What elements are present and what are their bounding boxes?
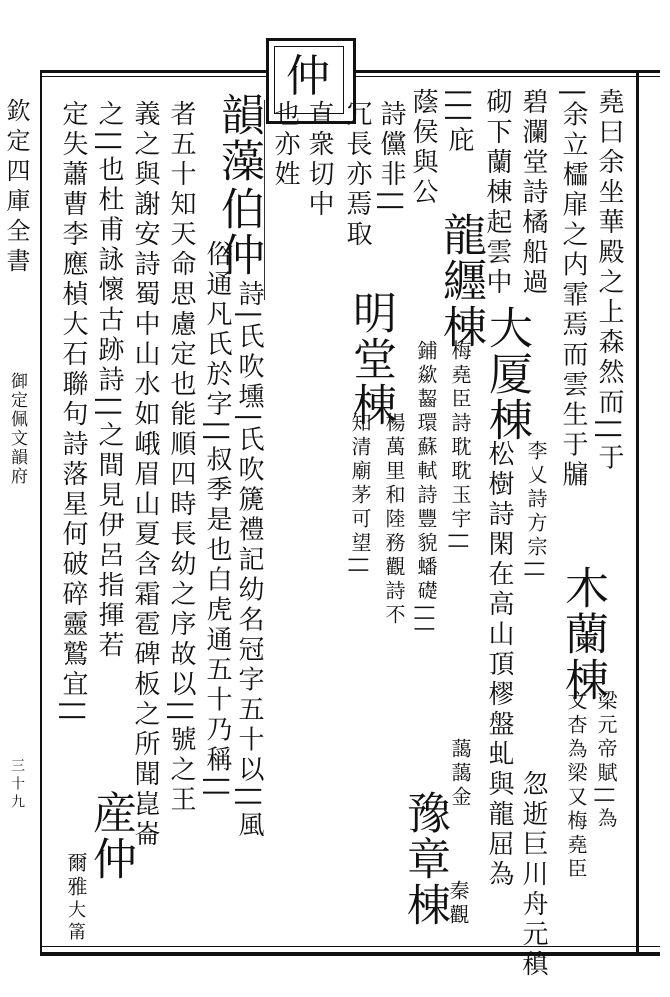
right-border bbox=[636, 70, 639, 955]
entry-head-bozhong: 伯仲 bbox=[213, 186, 264, 278]
text-column-6: |||庇 bbox=[444, 88, 474, 157]
text-column-13: 者五十知天命思慮定也能順四時長幼之序故以||號之王 bbox=[166, 100, 196, 816]
text-column-8b: 楊萬里和陸務觀詩不 bbox=[382, 412, 406, 628]
text-column-17: 爾雅 bbox=[64, 852, 88, 900]
text-column-9: 冗長亦焉取 bbox=[342, 100, 372, 250]
text-column-6c: 藹藹金 bbox=[448, 738, 472, 810]
entry-head-yuzhang-dong: 豫章棟 bbox=[399, 790, 450, 928]
text-column-3a: 梁元帝賦||為 bbox=[594, 690, 618, 832]
text-column-7: 蔭侯與公 bbox=[408, 88, 438, 208]
meaning-gloss: 也亦姓 bbox=[270, 100, 300, 190]
entry-head-dasha-dong: 大厦棟 bbox=[481, 305, 532, 443]
spine-collection-title: 欽定四庫全書 bbox=[2, 98, 30, 278]
entry-head-mulan-dong: 木蘭棟 bbox=[557, 565, 608, 703]
bottom-border-inner bbox=[40, 946, 660, 947]
text-column-11: 詩|氏吹壎|氏吹篪禮記幼名冠字五十以||風 bbox=[234, 280, 264, 842]
text-column-14: 義之與謝安詩蜀中山水如峨眉山夏含霜雹碑板之所聞崑崙 bbox=[130, 100, 160, 850]
text-column-7c: 秦觀 bbox=[446, 880, 470, 928]
text-column-16: 定失蕭曹李應楨大石聯句詩落星何破碎靈鷲宜|| bbox=[58, 100, 88, 726]
text-column-6b: 梅堯臣詩耽耽玉宇|| bbox=[448, 340, 472, 554]
text-column-15: 之||也杜甫詠懷古跡詩||之間見伊呂指揮若 bbox=[94, 100, 124, 662]
text-column-5: 砌下蘭棟起雲中 bbox=[482, 88, 512, 298]
text-column-7b: 鋪歘齧環蘇軾詩豐貌蟠礎||| bbox=[414, 340, 438, 637]
entry-head-chanzhong: 産仲 bbox=[85, 790, 136, 882]
text-column-8: 詩儻非|| bbox=[376, 100, 406, 216]
text-column-12: 俗通凡氏於字||叔季是也白虎通五十乃稱|| bbox=[202, 240, 232, 802]
spine-page-number: 三十九 bbox=[9, 758, 25, 812]
rhyme-heading-character: 仲 bbox=[286, 51, 330, 102]
bottom-border bbox=[40, 952, 660, 956]
entry-head-mingtang-dong: 明堂棟 bbox=[345, 290, 396, 428]
yunzao-section-label: 韻藻 bbox=[213, 92, 264, 184]
section-divider bbox=[264, 100, 265, 300]
entry-head-longchan-dong: 龍纒棟 bbox=[435, 212, 486, 350]
text-column-4b: 忽逝巨川舟元稹 bbox=[518, 770, 548, 980]
text-column-1: 堯曰余坐華殿之上森然而||于 bbox=[594, 88, 624, 474]
text-column-5c: 松樹詩閑在高山頂樛盤虬與龍屈為 bbox=[484, 440, 514, 890]
text-column-9b: 知清廟茅可望|| bbox=[348, 412, 372, 578]
text-column-4: 碧瀾堂詩橘船過 bbox=[518, 88, 548, 298]
spine-book-title: 御定佩文韻府 bbox=[7, 372, 27, 486]
pronunciation-gloss: 直衆切中 bbox=[304, 100, 334, 220]
text-column-3b: 文杏為梁又梅堯臣 bbox=[564, 690, 588, 882]
text-column-2: |余立櫺扉之内霏焉而雲生于牖 bbox=[558, 88, 588, 491]
text-column-5b: 李乂詩方宗|| bbox=[524, 440, 548, 582]
text-column-18: 大筩 bbox=[65, 900, 86, 944]
